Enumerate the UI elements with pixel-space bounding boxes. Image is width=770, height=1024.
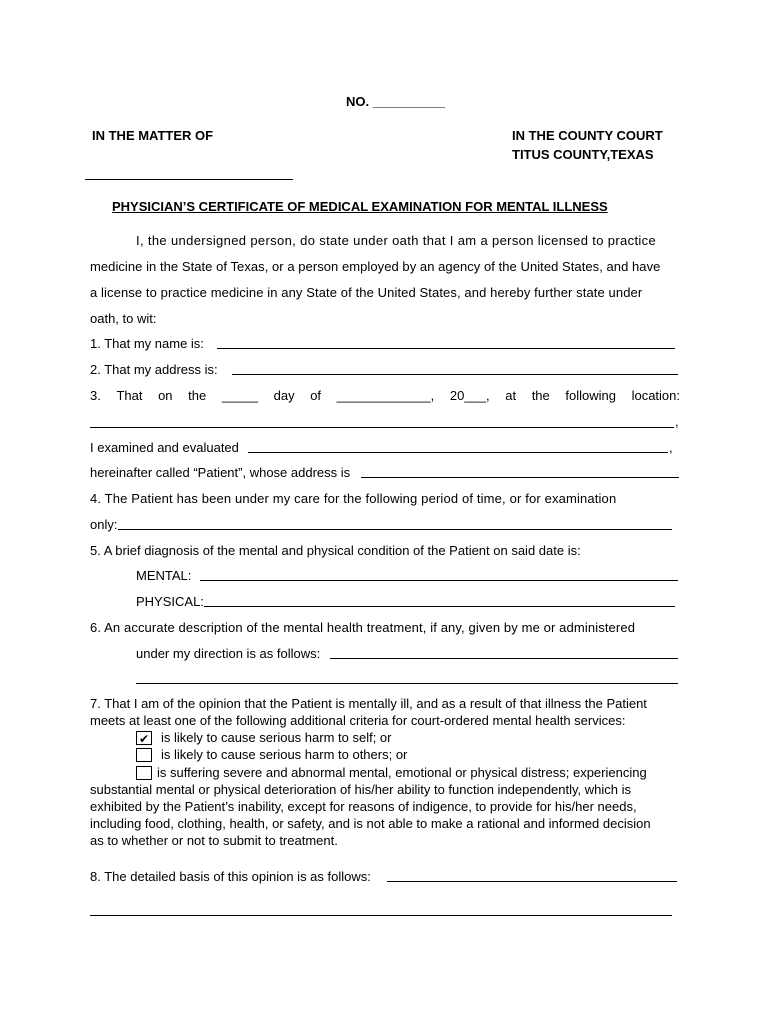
examined-comma: ,	[669, 440, 673, 455]
day-field[interactable]: _____	[221, 388, 258, 403]
intro-line-3: a license to practice medicine in any State of the United States, and hereby further state under	[90, 285, 643, 300]
item-3-word: at	[505, 388, 517, 403]
month-field[interactable]: _____________,	[336, 388, 435, 403]
treatment-field-2[interactable]	[136, 683, 678, 684]
mental-diagnosis-field[interactable]	[200, 580, 678, 581]
address-label: 2. That my address is:	[90, 362, 218, 377]
harm-self-label: is likely to cause serious harm to self; or	[161, 730, 392, 745]
case-number: NO. __________	[346, 94, 446, 109]
mental-label: MENTAL:	[136, 568, 192, 583]
item-3-word: That	[116, 388, 143, 403]
item-6-line-2: under my direction is as follows:	[136, 646, 321, 661]
location-field[interactable]	[90, 427, 674, 428]
care-period-field[interactable]	[118, 529, 672, 530]
intro-text-1: I, the undersigned person, do state under oath that I am a person licensed to practice	[136, 233, 657, 248]
year-field[interactable]: 20___,	[449, 388, 490, 403]
patient-address-field[interactable]	[361, 477, 679, 478]
item-3-line	[90, 388, 680, 403]
location-comma: ,	[675, 414, 679, 429]
address-field[interactable]	[232, 374, 678, 375]
court-line-2: TITUS COUNTY,TEXAS	[512, 147, 654, 162]
item-3-word: day	[273, 388, 295, 403]
court-line-1: IN THE COUNTY COURT	[512, 128, 663, 143]
item-3-word: of	[310, 388, 322, 403]
item-3-word: the	[531, 388, 550, 403]
harm-self-checkbox[interactable]: ✔	[136, 731, 152, 745]
distress-line-3: exhibited by the Patient’s inability, except for reasons of indigence, to provide for his/her needs,	[90, 799, 637, 814]
intro-line-2: medicine in the State of Texas, or a person employed by an agency of the United States, and have	[90, 259, 661, 274]
item-7-line-1: 7. That I am of the opinion that the Patient is mentally ill, and as a result of that illness the Patient	[90, 696, 647, 711]
physical-diagnosis-field[interactable]	[204, 606, 675, 607]
item-6-line-1: 6. An accurate description of the mental health treatment, if any, given by me or administered	[90, 620, 636, 635]
examined-label: I examined and evaluated	[90, 440, 239, 455]
physical-label: PHYSICAL:	[136, 594, 204, 609]
item-4-line-2: only:	[90, 517, 118, 532]
distress-line-2: substantial mental or physical deterioration of his/her ability to function independently, which is	[90, 782, 632, 797]
item-3-word: on	[158, 388, 173, 403]
distress-checkbox[interactable]	[136, 766, 152, 780]
intro-line-4: oath, to wit:	[90, 311, 157, 326]
page-title: PHYSICIAN’S CERTIFICATE OF MEDICAL EXAMINATION FOR MENTAL ILLNESS	[112, 199, 608, 214]
matter-label: IN THE MATTER OF	[92, 128, 214, 143]
patient-name-field[interactable]	[248, 452, 668, 453]
item-7-line-2: meets at least one of the following additional criteria for court-ordered mental health services:	[90, 713, 626, 728]
matter-name-line[interactable]	[85, 179, 293, 180]
distress-line-4: including food, clothing, health, or safety, and is not able to make a rational and informed decision	[90, 816, 651, 831]
patient-address-label: hereinafter called “Patient”, whose address is	[90, 465, 351, 480]
harm-others-label: is likely to cause serious harm to others; or	[161, 747, 408, 762]
item-3-word: 3.	[90, 388, 101, 403]
name-label: 1. That my name is:	[90, 336, 204, 351]
item-4-line-1: 4. The Patient has been under my care for the following period of time, or for examination	[90, 491, 617, 506]
distress-line-1: is suffering severe and abnormal mental, emotional or physical distress; experiencing	[157, 765, 647, 780]
harm-others-checkbox[interactable]	[136, 748, 152, 762]
treatment-field-1[interactable]	[330, 658, 678, 659]
item-3-word: the	[188, 388, 207, 403]
item-5-label: 5. A brief diagnosis of the mental and physical condition of the Patient on said date is:	[90, 543, 581, 558]
intro-line-1	[136, 233, 680, 248]
item-3-word: following	[565, 388, 616, 403]
item-3-word: location:	[631, 388, 680, 403]
basis-field-2[interactable]	[90, 915, 672, 916]
distress-line-5: as to whether or not to submit to treatment.	[90, 833, 338, 848]
name-field[interactable]	[217, 348, 675, 349]
basis-label: 8. The detailed basis of this opinion is as follows:	[90, 869, 371, 884]
basis-field-1[interactable]	[387, 881, 677, 882]
